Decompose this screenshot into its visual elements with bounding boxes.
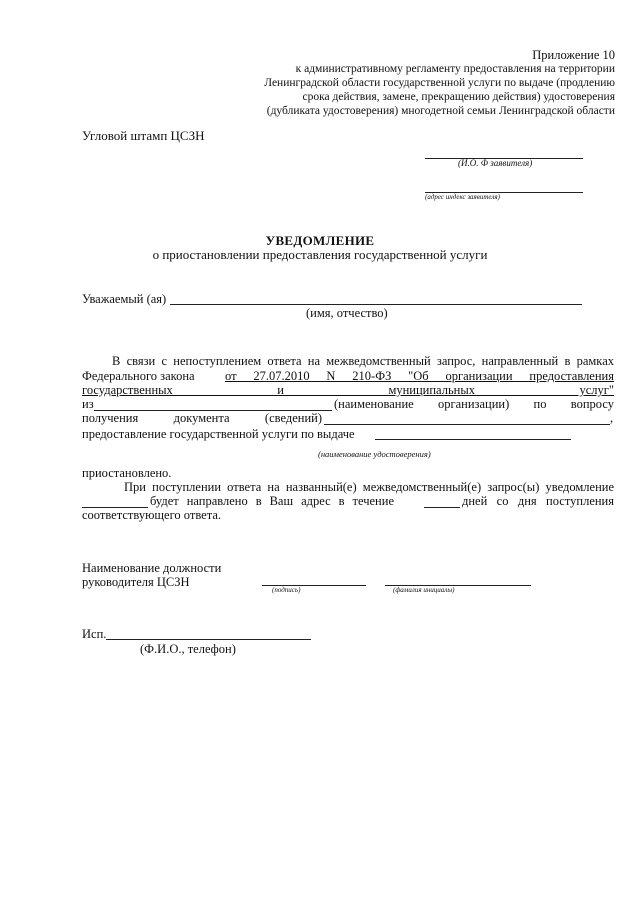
applicant-address-label: (адрес индекс заявителя): [425, 193, 500, 201]
document-subtitle: о приостановлении предоставления государственной услуги: [152, 247, 488, 262]
executor-label: Исп.: [82, 627, 107, 641]
greeting-caption: (имя, отчество): [306, 306, 388, 320]
document-title: УВЕДОМЛЕНИЕ: [265, 233, 375, 248]
body-line-2-label: Федерального закона: [82, 369, 195, 383]
appendix-line-1: к административному регламенту предоставления на территории: [295, 63, 615, 75]
position-line-2: руководителя ЦСЗН: [82, 575, 190, 589]
para2-line-1: При поступлении ответа на названный(е) межведомственный(е) запрос(ы) уведомление: [124, 480, 614, 494]
position-line-1: Наименование должности: [82, 561, 222, 575]
executor-line: [106, 639, 311, 640]
body-line-5: получения документа (сведений): [82, 411, 322, 425]
organization-caption: (наименование организации) по вопросу: [334, 397, 614, 411]
appendix-line-2: Ленинградской области государственной услуги по выдаче (продлению: [264, 77, 615, 89]
greeting-text: Уважаемый (ая): [82, 292, 167, 306]
certificate-caption: (наименование удостоверения): [318, 449, 431, 459]
para2-line-2-a: будет направлено в Ваш адрес в течение: [150, 494, 394, 508]
para2-line-3: соответствующего ответа.: [82, 508, 221, 522]
head-name-label: (фамилия инициалы): [393, 586, 455, 594]
signature-position: [82, 561, 221, 589]
certificate-name-line: [375, 439, 571, 440]
body-line-6: предоставление государственной услуги по выдаче: [82, 427, 355, 441]
body-line-1: В связи с непоступлением ответа на межведомственный запрос, направленный в рамках: [112, 354, 614, 368]
document-name-line: [324, 424, 610, 425]
appendix-header: [264, 48, 615, 118]
signature-label: (подпись): [272, 586, 301, 594]
greeting-name-line: [170, 304, 582, 305]
para2-line-2-b: дней со дня поступления: [462, 494, 614, 508]
appendix-line-4: (дубликата удостоверения) многодетной семьи Ленинградской области: [266, 105, 615, 117]
appendix-line-3: срока действия, замене, прекращению действия) удостоверения: [302, 91, 615, 103]
body-line-4-from: из: [82, 397, 94, 411]
corner-stamp-label: Угловой штамп ЦСЗН: [82, 128, 205, 143]
appendix-title: Приложение 10: [532, 48, 615, 62]
applicant-name-label: (И.О. Ф заявителя): [458, 158, 533, 168]
suspended-text: приостановлено.: [82, 466, 172, 480]
executor-caption: (Ф.И.О., телефон): [140, 642, 236, 656]
law-reference: от 27.07.2010 N 210-ФЗ "Об организации предоставления: [225, 369, 614, 383]
body-line-5-comma: ,: [610, 411, 614, 425]
body-line-3: государственных и муниципальных услуг": [82, 383, 614, 397]
body-line-2: [82, 369, 614, 383]
